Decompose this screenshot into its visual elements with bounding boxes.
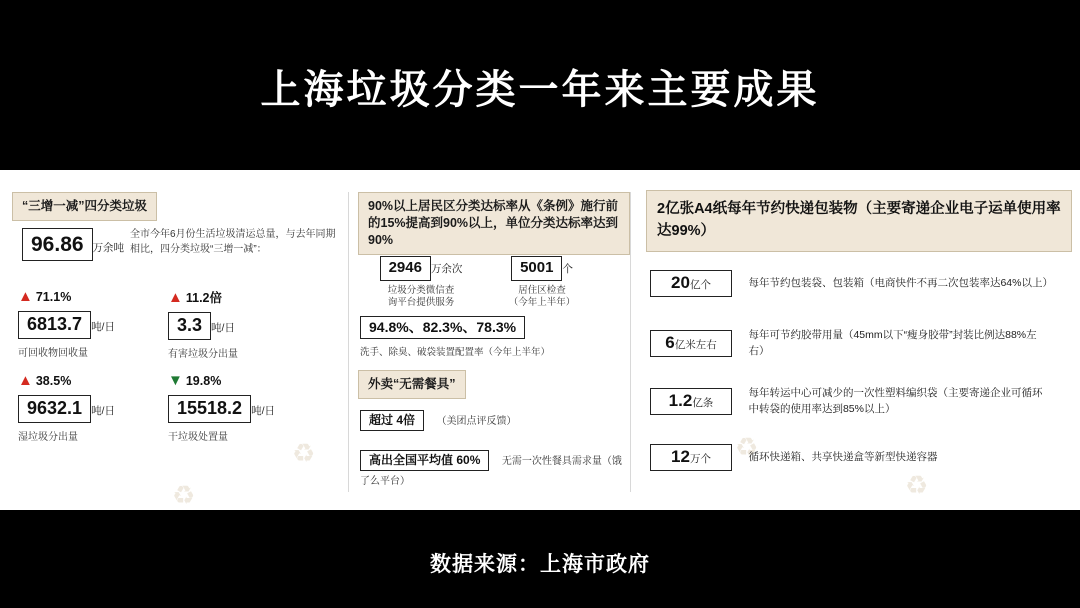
takeout-note: （美团点评反馈） bbox=[436, 416, 517, 427]
category-value: 15518.2 bbox=[168, 395, 251, 423]
arrow-up-icon: ▲ bbox=[18, 371, 33, 389]
express-unit: 万个 bbox=[689, 453, 711, 465]
arrow-down-icon: ▼ bbox=[168, 371, 183, 389]
total-volume-block bbox=[22, 228, 124, 261]
category-value: 9632.1 bbox=[18, 395, 91, 423]
category-grid bbox=[18, 288, 336, 443]
category-change: 38.5% bbox=[35, 373, 72, 388]
takeout-number: 60% bbox=[456, 453, 481, 467]
stat-value: 5001 bbox=[511, 256, 562, 281]
express-item bbox=[650, 444, 1068, 471]
rate-value: 94.8%、82.3%、78.3% bbox=[360, 316, 525, 339]
category-unit: 吨/日 bbox=[251, 404, 275, 417]
data-source: 数据来源：上海市政府 bbox=[430, 553, 650, 576]
column-waste-categories bbox=[12, 170, 342, 510]
express-unit: 亿米左右 bbox=[674, 338, 717, 351]
total-volume-unit: 万余吨 bbox=[92, 242, 125, 254]
takeout-row bbox=[360, 410, 517, 431]
column-divider-1 bbox=[348, 192, 349, 492]
category-change: 19.8% bbox=[185, 373, 222, 388]
col2-header-2 bbox=[358, 370, 466, 399]
express-number: 20 bbox=[671, 273, 690, 292]
express-value bbox=[650, 270, 732, 297]
category-item bbox=[18, 288, 168, 359]
column-compliance bbox=[358, 170, 628, 510]
express-value bbox=[650, 444, 732, 471]
category-change: 71.1% bbox=[35, 290, 72, 304]
col1-header bbox=[12, 192, 157, 221]
watermark-icon: ♻ bbox=[292, 438, 316, 468]
express-description: 每年转运中心可减少的一次性塑料编织袋（主要寄递企业可循环中转袋的使用率达到85%以上） bbox=[748, 387, 1043, 415]
stat-value: 2946 bbox=[380, 256, 431, 281]
takeout-number: 4倍 bbox=[396, 413, 416, 427]
total-volume-value: 96.86 bbox=[22, 228, 93, 261]
column-divider-2 bbox=[630, 192, 631, 492]
col2-stats-row bbox=[360, 256, 602, 309]
total-volume-description: 全市今年6月份生活垃圾清运总量，与去年同期相比，四分类垃圾“三增一减”： bbox=[130, 229, 336, 255]
watermark-icon: ♻ bbox=[172, 480, 196, 510]
arrow-up-icon: ▲ bbox=[18, 288, 33, 305]
express-unit: 亿个 bbox=[689, 279, 711, 291]
watermark-icon: ♻ bbox=[735, 432, 759, 462]
category-caption: 可回收物回收量 bbox=[18, 347, 88, 359]
page-title: 上海垃圾分类一年来主要成果 bbox=[260, 68, 820, 112]
col2-header-2-label: 外卖“无需餐具” bbox=[358, 370, 466, 399]
express-unit: 亿条 bbox=[692, 396, 714, 409]
express-number: 1.2 bbox=[668, 390, 693, 410]
express-item bbox=[650, 270, 1068, 297]
express-number: 6 bbox=[665, 332, 675, 352]
col1-header-label: “三增一减”四分类垃圾 bbox=[12, 192, 157, 221]
takeout-row bbox=[360, 450, 628, 489]
express-value bbox=[650, 330, 732, 357]
express-description: 循环快递箱、共享快递盒等新型快递容器 bbox=[748, 450, 938, 463]
arrow-up-icon: ▲ bbox=[168, 289, 183, 306]
stat-caption: 居住区检查 （今年上半年） bbox=[508, 284, 576, 308]
col3-header: 2亿张A4纸每年节约快递包装物（主要寄递企业电子运单使用率达99%） bbox=[646, 190, 1072, 252]
category-item bbox=[18, 372, 168, 443]
express-value bbox=[650, 388, 732, 415]
col2-header bbox=[358, 192, 626, 255]
category-unit: 吨/日 bbox=[91, 321, 115, 333]
grid-spacer bbox=[18, 360, 336, 372]
column-express-packaging bbox=[640, 170, 1070, 510]
express-description: 每年可节约胶带用量（45mm以下“瘦身胶带”封装比例达88%左右） bbox=[748, 329, 1037, 357]
category-value: 6813.7 bbox=[18, 311, 91, 339]
col2-rate-row bbox=[360, 316, 550, 358]
stat-item bbox=[482, 256, 602, 309]
stat-unit: 个 bbox=[562, 263, 573, 275]
category-caption: 干垃圾处置量 bbox=[168, 431, 228, 443]
category-unit: 吨/日 bbox=[211, 322, 235, 334]
takeout-label: 超过 bbox=[369, 413, 394, 427]
takeout-note: 无需一次性餐具需求量（饿了么平台） bbox=[360, 456, 622, 488]
category-value: 3.3 bbox=[168, 312, 211, 340]
watermark-icon: ♻ bbox=[905, 470, 929, 500]
col2-header-label: 90%以上居民区分类达标率从《条例》施行前的15%提高到90%以上，单位分类达标率达到90% bbox=[358, 192, 630, 255]
category-item bbox=[168, 372, 318, 443]
stat-item bbox=[360, 256, 482, 309]
express-number: 12 bbox=[671, 447, 690, 466]
category-change: 11.2倍 bbox=[185, 291, 222, 305]
stat-caption: 垃圾分类微信查 询平台提供服务 bbox=[387, 284, 455, 308]
category-item bbox=[168, 288, 318, 360]
takeout-label: 高出全国平均值 bbox=[369, 453, 454, 467]
category-caption: 有害垃圾分出量 bbox=[168, 348, 238, 360]
infographic-panel bbox=[0, 170, 1080, 510]
stat-unit: 万余次 bbox=[430, 263, 463, 275]
category-caption: 湿垃圾分出量 bbox=[18, 431, 78, 443]
takeout-value bbox=[360, 450, 489, 471]
rate-caption: 洗手、除臭、破袋装置配置率（今年上半年） bbox=[360, 347, 551, 359]
express-description: 每年节约包装袋、包装箱（电商快件不再二次包装率达64%以上） bbox=[748, 276, 1053, 289]
takeout-value bbox=[360, 410, 424, 431]
express-item bbox=[650, 386, 1068, 418]
express-item bbox=[650, 328, 1068, 360]
category-unit: 吨/日 bbox=[91, 404, 115, 417]
